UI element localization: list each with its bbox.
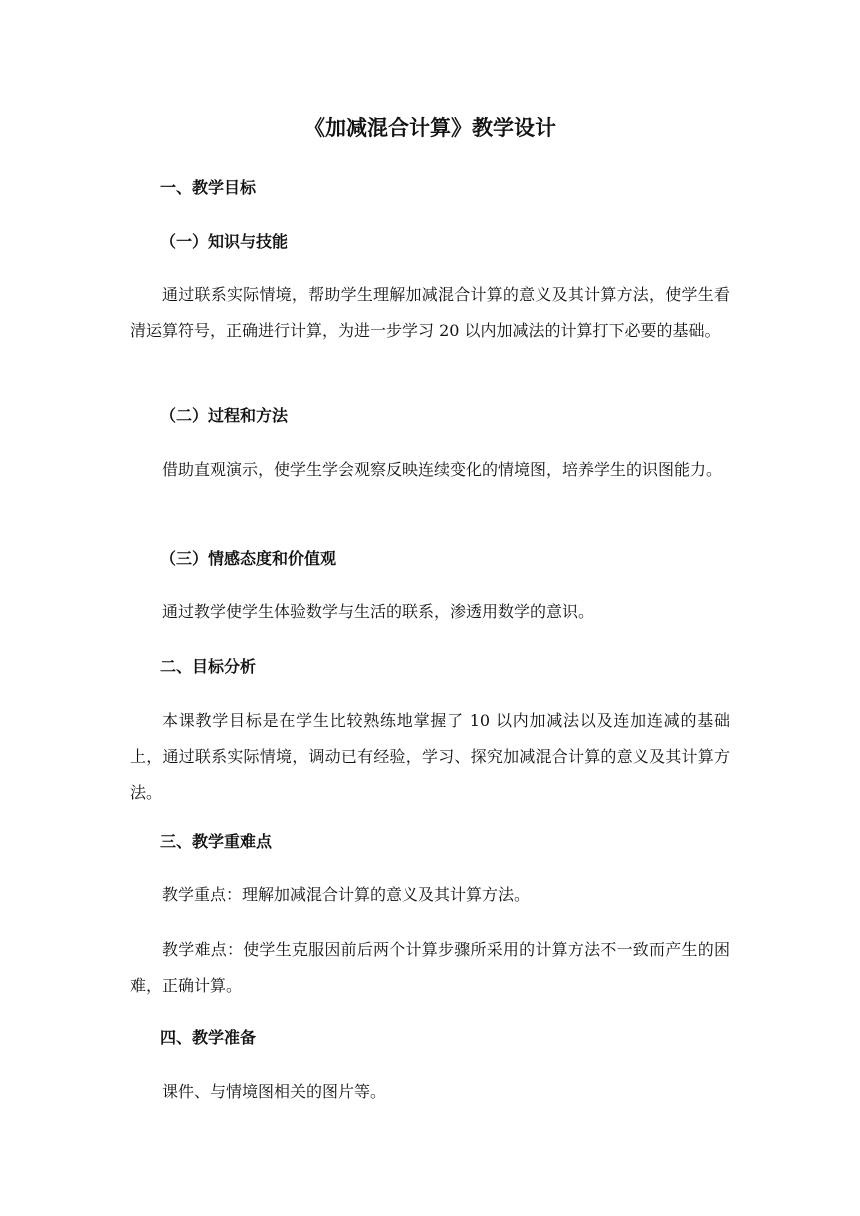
paragraph-emotion: 通过教学使学生体验数学与生活的联系，渗透用数学的意识。 [162, 602, 595, 621]
section-heading-analysis: 二、目标分析 [160, 657, 257, 676]
section-heading-keypoints: 三、教学重难点 [160, 832, 273, 851]
subsection-heading-process: （二）过程和方法 [160, 406, 289, 425]
paragraph-keypoint: 教学重点：理解加减混合计算的意义及其计算方法。 [162, 885, 531, 904]
paragraph-analysis: 本课教学目标是在学生比较熟练地掌握了 10 以内加减法以及连加连减的基础上，通过联系实际情境，调动已有经验，学习、探究加减混合计算的意义及其计算方法。 [130, 711, 730, 802]
paragraph-process: 借助直观演示，使学生学会观察反映连续变化的情境图，培养学生的识图能力。 [162, 460, 723, 479]
paragraph-knowledge: 通过联系实际情境，帮助学生理解加减混合计算的意义及其计算方法，使学生看清运算符号，正确进行计算，为进一步学习 20 以内加减法的计算打下必要的基础。 [130, 285, 730, 340]
paragraph-difficulty: 教学难点：使学生克服因前后两个计算步骤所采用的计算方法不一致而产生的困难，正确计算。 [130, 940, 730, 995]
subsection-heading-emotion: （三）情感态度和价值观 [160, 549, 337, 568]
section-heading-objectives: 一、教学目标 [160, 178, 257, 197]
paragraph-preparation: 课件、与情境图相关的图片等。 [162, 1082, 387, 1101]
subsection-heading-knowledge: （一）知识与技能 [160, 232, 289, 251]
document-title: 《加减混合计算》教学设计 [304, 115, 556, 140]
section-heading-preparation: 四、教学准备 [160, 1028, 257, 1047]
